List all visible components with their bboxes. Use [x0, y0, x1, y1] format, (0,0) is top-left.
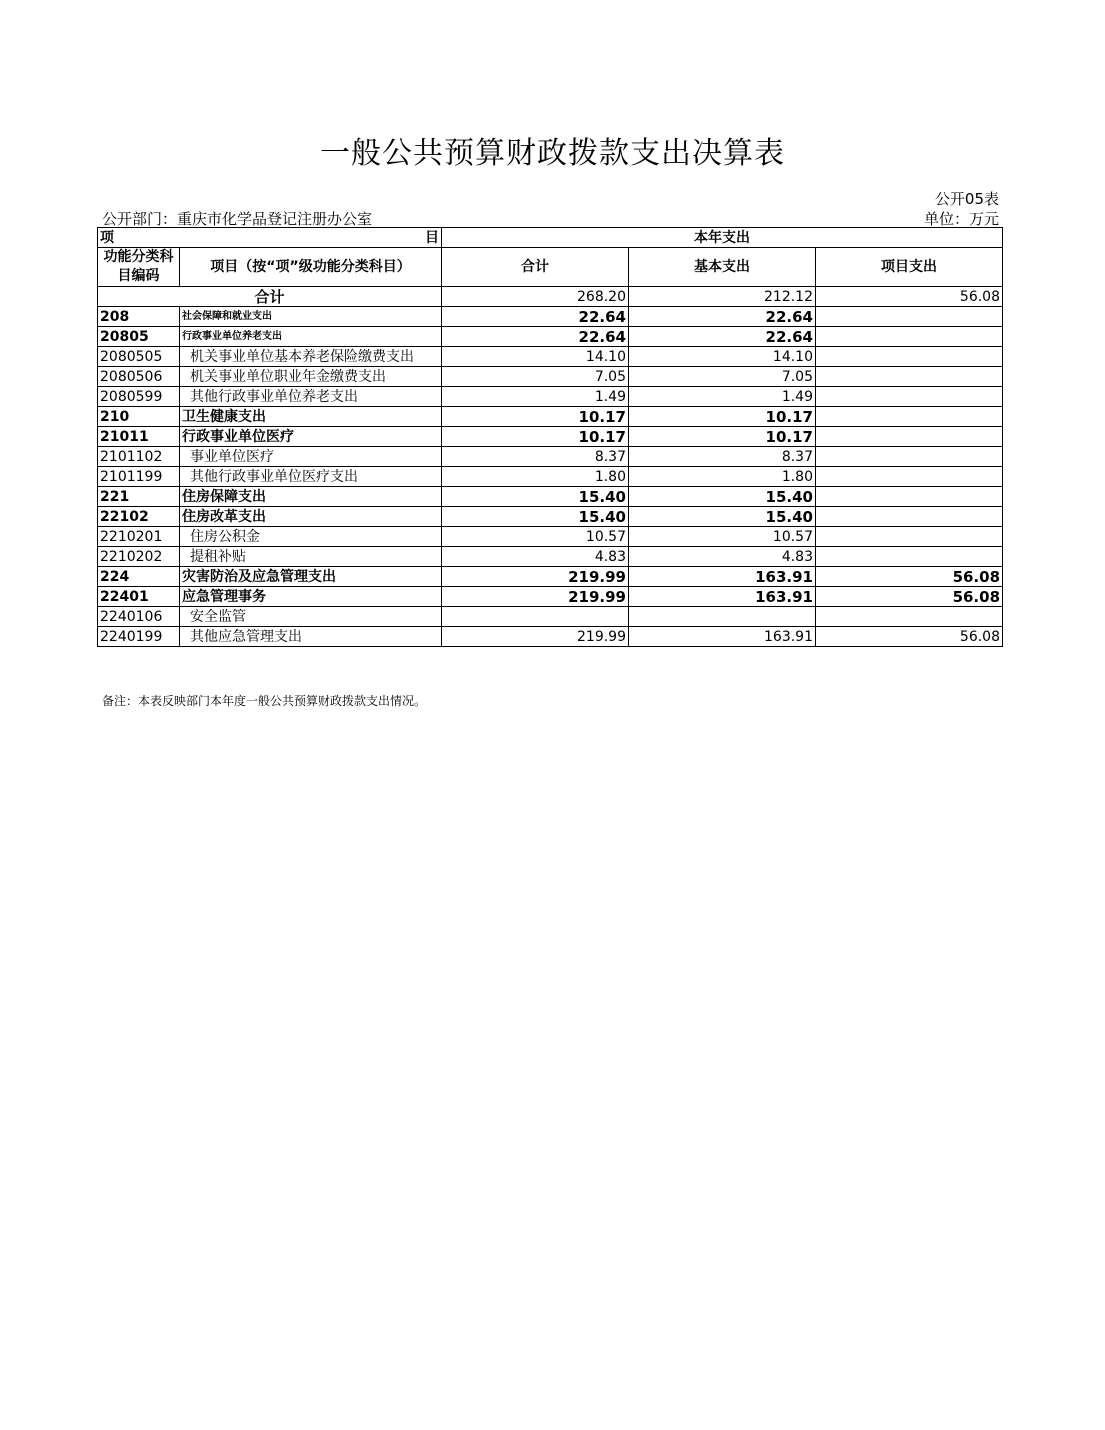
row-project — [816, 427, 1003, 447]
table-row — [98, 587, 1003, 607]
page-title: 一般公共预算财政拨款支出决算表 — [320, 136, 785, 171]
table-row — [98, 327, 1003, 347]
row-name: 卫生健康支出 — [180, 407, 442, 427]
row-basic: 22.64 — [629, 307, 816, 327]
row-project — [816, 407, 1003, 427]
row-code: 2101102 — [98, 447, 180, 467]
row-basic: 10.17 — [629, 407, 816, 427]
row-code: 2210202 — [98, 547, 180, 567]
row-basic: 10.17 — [629, 427, 816, 447]
row-total: 1.80 — [442, 467, 629, 487]
code-column-header: 功能分类科目编码 — [98, 248, 180, 287]
table-row — [98, 367, 1003, 387]
table-row — [98, 507, 1003, 527]
row-name: 提租补贴 — [180, 547, 442, 567]
row-total: 219.99 — [442, 627, 629, 647]
table-row — [98, 387, 1003, 407]
name-column-header: 项目（按“项”级功能分类科目） — [180, 248, 442, 287]
table-row — [98, 347, 1003, 367]
row-total: 10.17 — [442, 427, 629, 447]
row-total: 8.37 — [442, 447, 629, 467]
total-row-basic: 212.12 — [629, 287, 816, 307]
row-code: 224 — [98, 567, 180, 587]
budget-table — [97, 227, 1003, 647]
row-total: 1.49 — [442, 387, 629, 407]
row-name: 安全监管 — [180, 607, 442, 627]
row-code: 22401 — [98, 587, 180, 607]
header-row-1 — [98, 228, 1003, 248]
row-total: 22.64 — [442, 307, 629, 327]
total-column-header: 合计 — [442, 248, 629, 287]
total-row-label: 合计 — [98, 287, 442, 307]
table-row — [98, 467, 1003, 487]
header-row-2 — [98, 248, 1003, 287]
row-name: 社会保障和就业支出 — [180, 307, 442, 327]
row-project — [816, 487, 1003, 507]
table-row — [98, 487, 1003, 507]
row-basic: 163.91 — [629, 567, 816, 587]
row-code: 2080506 — [98, 367, 180, 387]
row-basic — [629, 607, 816, 627]
row-code: 2240199 — [98, 627, 180, 647]
row-name: 住房改革支出 — [180, 507, 442, 527]
row-name: 行政事业单位医疗 — [180, 427, 442, 447]
row-name: 其他行政事业单位养老支出 — [180, 387, 442, 407]
row-code: 2080505 — [98, 347, 180, 367]
row-code: 2210201 — [98, 527, 180, 547]
row-basic: 14.10 — [629, 347, 816, 367]
row-total — [442, 607, 629, 627]
row-basic: 4.83 — [629, 547, 816, 567]
row-name: 行政事业单位养老支出 — [180, 327, 442, 347]
row-name: 住房保障支出 — [180, 487, 442, 507]
row-project — [816, 447, 1003, 467]
row-project: 56.08 — [816, 587, 1003, 607]
row-total: 10.17 — [442, 407, 629, 427]
row-total: 14.10 — [442, 347, 629, 367]
row-total: 219.99 — [442, 587, 629, 607]
row-basic: 163.91 — [629, 587, 816, 607]
table-row — [98, 307, 1003, 327]
row-project: 56.08 — [816, 627, 1003, 647]
row-code: 21011 — [98, 427, 180, 447]
row-project — [816, 467, 1003, 487]
row-basic: 7.05 — [629, 367, 816, 387]
row-total: 15.40 — [442, 487, 629, 507]
row-basic: 163.91 — [629, 627, 816, 647]
row-name: 机关事业单位职业年金缴费支出 — [180, 367, 442, 387]
row-total: 10.57 — [442, 527, 629, 547]
row-project — [816, 607, 1003, 627]
total-row-project: 56.08 — [816, 287, 1003, 307]
row-basic: 15.40 — [629, 487, 816, 507]
row-basic: 15.40 — [629, 507, 816, 527]
total-row-total: 268.20 — [442, 287, 629, 307]
project-column-header: 项目支出 — [816, 248, 1003, 287]
unit-label: 单位：万元 — [923, 210, 999, 228]
basic-column-header: 基本支出 — [629, 248, 816, 287]
table-row — [98, 427, 1003, 447]
row-code: 2240106 — [98, 607, 180, 627]
table-row — [98, 407, 1003, 427]
table-row — [98, 547, 1003, 567]
current-year-header: 本年支出 — [442, 228, 1003, 248]
row-total: 7.05 — [442, 367, 629, 387]
row-project — [816, 347, 1003, 367]
row-total: 15.40 — [442, 507, 629, 527]
row-total: 219.99 — [442, 567, 629, 587]
item-header-cell — [98, 228, 442, 248]
row-code: 20805 — [98, 327, 180, 347]
table-row — [98, 607, 1003, 627]
footnote: 备注：本表反映部门本年度一般公共预算财政拨款支出情况。 — [102, 694, 427, 708]
row-name: 事业单位医疗 — [180, 447, 442, 467]
row-basic: 10.57 — [629, 527, 816, 547]
row-project — [816, 327, 1003, 347]
row-name: 住房公积金 — [180, 527, 442, 547]
row-project — [816, 507, 1003, 527]
department-label: 公开部门：重庆市化学品登记注册办公室 — [102, 210, 373, 228]
row-basic: 1.80 — [629, 467, 816, 487]
row-total: 4.83 — [442, 547, 629, 567]
row-name: 其他行政事业单位医疗支出 — [180, 467, 442, 487]
row-project: 56.08 — [816, 567, 1003, 587]
row-code: 208 — [98, 307, 180, 327]
table-row — [98, 567, 1003, 587]
row-code: 22102 — [98, 507, 180, 527]
row-project — [816, 387, 1003, 407]
table-row — [98, 627, 1003, 647]
row-code: 210 — [98, 407, 180, 427]
row-code: 2101199 — [98, 467, 180, 487]
row-basic: 8.37 — [629, 447, 816, 467]
table-row — [98, 447, 1003, 467]
row-code: 2080599 — [98, 387, 180, 407]
row-basic: 1.49 — [629, 387, 816, 407]
row-project — [816, 547, 1003, 567]
row-name: 灾害防治及应急管理支出 — [180, 567, 442, 587]
item-header-right: 目 — [425, 229, 439, 246]
item-header-left: 项 — [100, 229, 114, 246]
total-row — [98, 287, 1003, 307]
row-name: 其他应急管理支出 — [180, 627, 442, 647]
row-project — [816, 367, 1003, 387]
table-code: 公开05表 — [934, 190, 999, 208]
row-project — [816, 307, 1003, 327]
row-code: 221 — [98, 487, 180, 507]
row-project — [816, 527, 1003, 547]
row-name: 应急管理事务 — [180, 587, 442, 607]
row-total: 22.64 — [442, 327, 629, 347]
table-row — [98, 527, 1003, 547]
row-name: 机关事业单位基本养老保险缴费支出 — [180, 347, 442, 367]
row-basic: 22.64 — [629, 327, 816, 347]
